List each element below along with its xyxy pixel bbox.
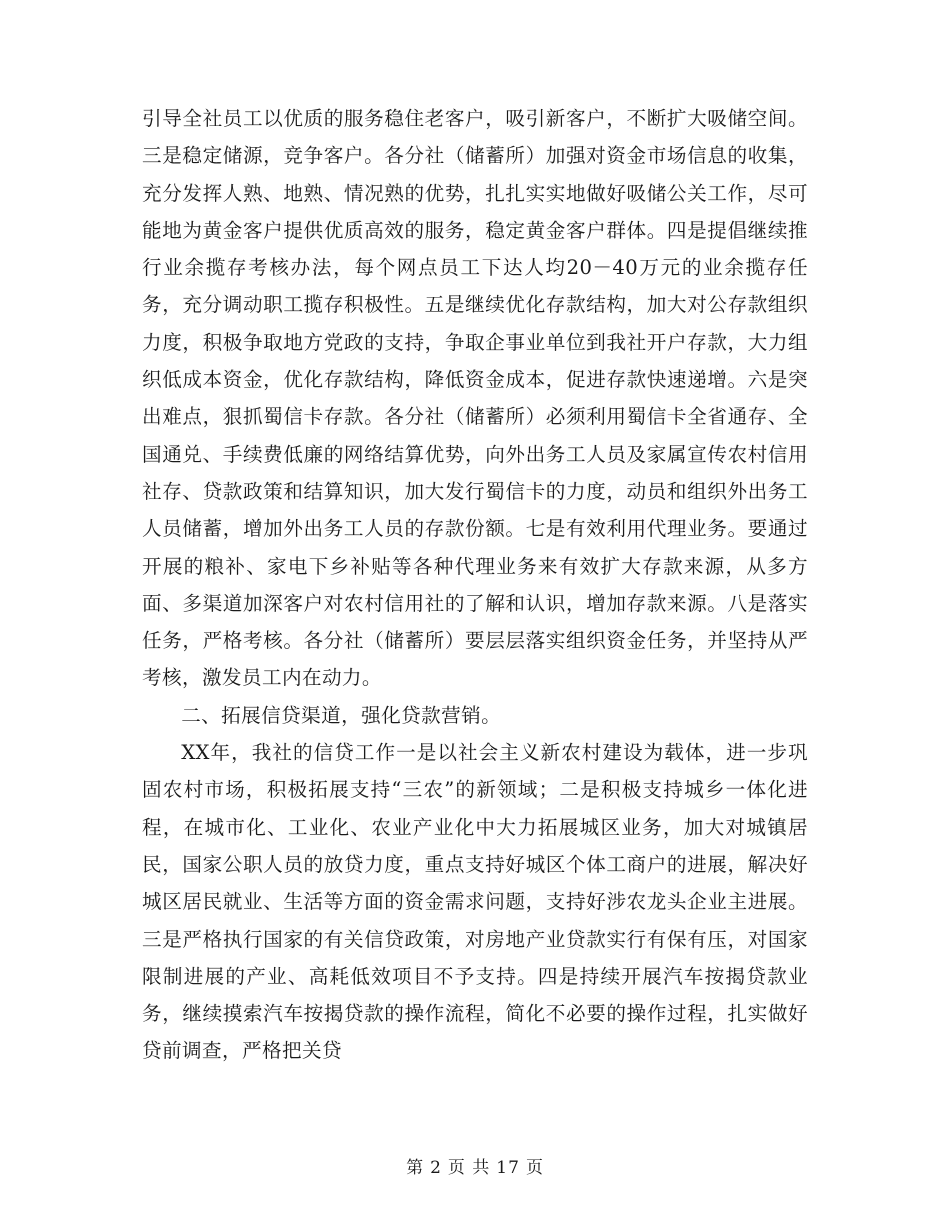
document-body bbox=[142, 100, 808, 1070]
page-footer bbox=[0, 1153, 950, 1178]
footer-total-pages: 17 bbox=[496, 1158, 520, 1178]
footer-current-page: 2 bbox=[430, 1158, 442, 1178]
paragraph-credit-work: XX年，我社的信贷工作一是以社会主义新农村建设为载体，进一步巩固农村市场，积极拓展支持“三农”的新领域；二是积极支持城乡一体化进程，在城市化、工业化、农业产业化中大力拓展城区业务，加大对城镇居民，国家公职人员的放贷力度，重点支持好城区个体工商户的进展，解决好城区居民就业、生活等方面的资金需求问题，支持好涉农龙头企业主进展。三是严格执行国家的有关信贷政策，对房地产业贷款实行有保有压，对国家限制进展的产业、高耗低效项目不予支持。四是持续开展汽车按揭贷款业务，继续摸索汽车按揭贷款的操作流程，简化不必要的操作过程，扎实做好贷前调查，严格把关贷 bbox=[142, 741, 808, 1063]
footer-middle: 页 共 bbox=[447, 1158, 491, 1178]
footer-prefix: 第 bbox=[406, 1158, 425, 1178]
footer-suffix: 页 bbox=[525, 1158, 544, 1178]
paragraph-deposit-measures: 引导全社员工以优质的服务稳住老客户，吸引新客户，不断扩大吸储空间。三是稳定储源，竞争客户。各分社（储蓄所）加强对资金市场信息的收集，充分发挥人熟、地熟、情况熟的优势，扎扎实实地做好吸储公关工作，尽可能地为黄金客户提供优质高效的服务，稳定黄金客户群体。四是提倡继续推行业余揽存考核办法，每个网点员工下达人均20－40万元的业余揽存任务，充分调动职工揽存积极性。五是继续优化存款结构，加大对公存款组织力度，积极争取地方党政的支持，争取企事业单位到我社开户存款，大力组织低成本资金，优化存款结构，降低资金成本，促进存款快速递增。六是突出难点，狠抓蜀信卡存款。各分社（储蓄所）必须利用蜀信卡全省通存、全国通兑、手续费低廉的网络结算优势，向外出务工人员及家属宣传农村信用社存、贷款政策和结算知识，加大发行蜀信卡的力度，动员和组织外出务工人员储蓄，增加外出务工人员的存款份额。七是有效利用代理业务。要通过开展的粮补、家电下乡补贴等各种代理业务来有效扩大存款来源，从多方面、多渠道加深客户对农村信用社的了解和认识，增加存款来源。八是落实任务，严格考核。各分社（储蓄所）要层层落实组织资金任务，并坚持从严考核，激发员工内在动力。 bbox=[142, 107, 808, 690]
section-heading-credit-channels: 二、拓展信贷渠道，强化贷款营销。 bbox=[181, 703, 502, 727]
